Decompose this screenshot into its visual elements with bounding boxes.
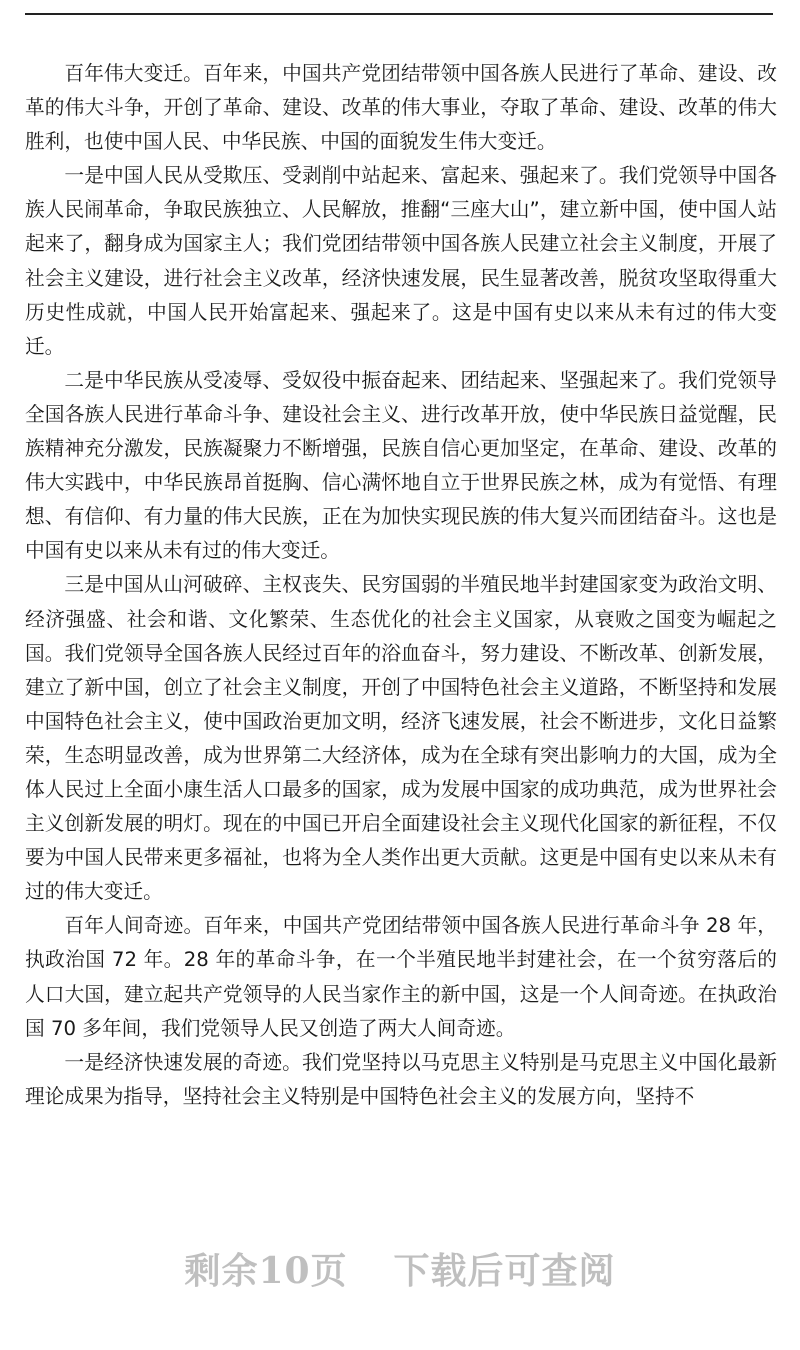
paragraph: 三是中国从山河破碎、主权丧失、民穷国弱的半殖民地半封建国家变为政治文明、经济强盛、社会和谐、文化繁荣、生态优化的社会主义国家，从衰败之国变为崛起之国。我们党领导全国各族人民经过百年的浴血奋斗，努力建设、不断改革、创新发展，建立了新中国，创立了社会主义制度，开创了中国特色社会主义道路，不断坚持和发展中国特色社会主义，使中国政治更加文明，经济飞速发展，社会不断进步，文化日益繁荣，生态明显改善，成为世界第二大经济体，成为在全球有突出影响力的大国，成为全体人民过上全面小康生活人口最多的国家，成为发展中国家的成功典范，成为世界社会主义创新发展的明灯。现在的中国已开启全面建设社会主义现代化国家的新征程，不仅要为中国人民带来更多福祉，也将为全人类作出更大贡献。这更是中国有史以来从未有过的伟大变迁。: [25, 573, 777, 904]
paragraph: 一是中国人民从受欺压、受剥削中站起来、富起来、强起来了。我们党领导中国各族人民闹革命，争取民族独立、人民解放，推翻“三座大山”，建立新中国，使中国人站起来了，翻身成为国家主人；我们党团结带领中国各族人民建立社会主义制度，开展了社会主义建设，进行社会主义改革，经济快速发展，民生显著改善，脱贫攻坚取得重大历史性成就，中国人民开始富起来、强起来了。这是中国有史以来从未有过的伟大变迁。: [25, 164, 777, 358]
remaining-pages-banner[interactable]: [0, 1246, 800, 1296]
top-rule: [25, 13, 773, 15]
download-to-view-label[interactable]: 下载后可查阅: [393, 1250, 616, 1292]
document-body: [25, 57, 777, 1114]
paragraph: 一是经济快速发展的奇迹。我们党坚持以马克思主义特别是马克思主义中国化最新理论成果为指导，坚持社会主义特别是中国特色社会主义的发展方向，坚持不: [25, 1050, 777, 1108]
paragraph: 百年伟大变迁。百年来，中国共产党团结带领中国各族人民进行了革命、建设、改革的伟大斗争，开创了革命、建设、改革的伟大事业，夺取了革命、建设、改革的伟大胜利，也使中国人民、中华民族、中国的面貌发生伟大变迁。: [25, 62, 777, 154]
paragraph: 百年人间奇迹。百年来，中国共产党团结带领中国各族人民进行革命斗争 28 年，执政治国 72 年。28 年的革命斗争，在一个半殖民地半封建社会，在一个贫穷落后的人口大国，建立起共产党领导的人民当家作主的新中国，这是一个人间奇迹。在执政治国 70 多年间，我们党领导人民又创造了两大人间奇迹。: [25, 914, 777, 1040]
remaining-pages-label[interactable]: 剩余10页: [184, 1250, 348, 1292]
paragraph: 二是中华民族从受凌辱、受奴役中振奋起来、团结起来、坚强起来了。我们党领导全国各族人民进行革命斗争、建设社会主义、进行改革开放，使中华民族日益觉醒，民族精神充分激发，民族凝聚力不断增强，民族自信心更加坚定，在革命、建设、改革的伟大实践中，中华民族昂首挺胸、信心满怀地自立于世界民族之林，成为有觉悟、有理想、有信仰、有力量的伟大民族，正在为加快实现民族的伟大复兴而团结奋斗。这也是中国有史以来从未有过的伟大变迁。: [25, 368, 777, 563]
